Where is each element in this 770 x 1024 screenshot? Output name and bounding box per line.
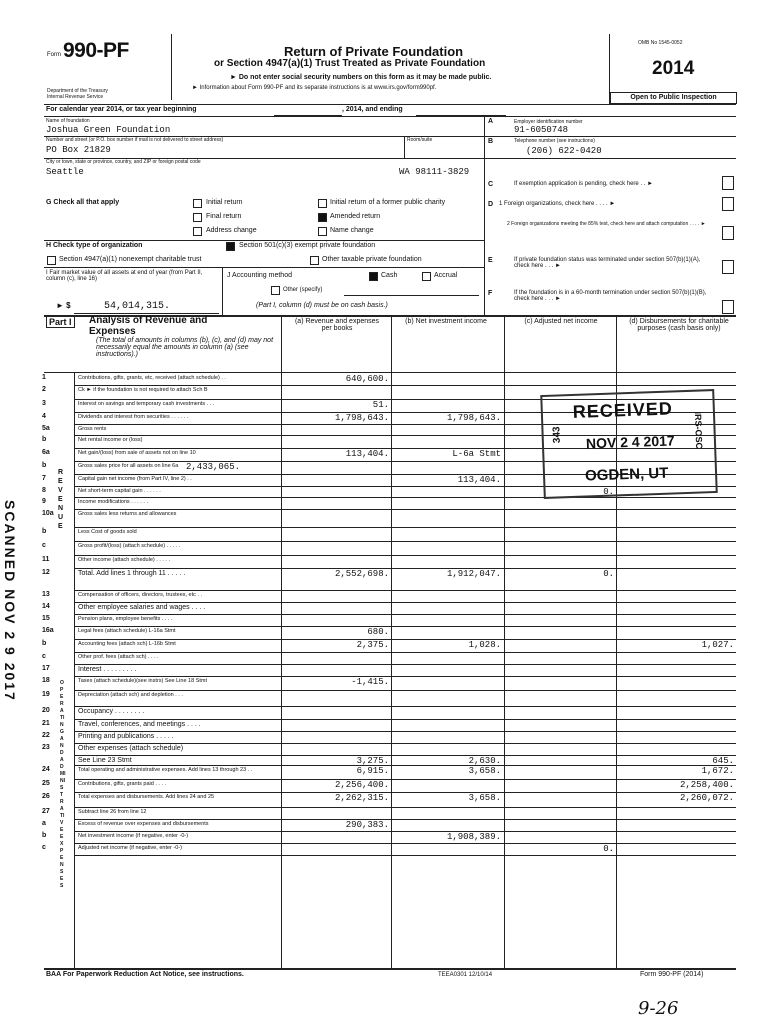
- part1-desc: (The total of amounts in columns (b), (c), and (d) may not necessarily equal the amounts in column (a) (see instructions).): [96, 337, 274, 358]
- stamp-received: RECEIVED: [572, 398, 674, 422]
- line-number: 23: [42, 744, 50, 751]
- col-a-value: 51.: [372, 400, 389, 410]
- line-number: 24: [42, 766, 50, 773]
- exemption-pending-label: If exemption application is pending, check here . . ►: [514, 181, 654, 187]
- footer-baa: BAA For Paperwork Reduction Act Notice, see instructions.: [46, 971, 244, 978]
- line-label: Net rental income or (loss): [78, 437, 143, 443]
- line-label: Gross sales price for all assets on line 6a: [78, 463, 179, 469]
- ein-label: Employer identification number: [514, 119, 583, 125]
- other-method-checkbox[interactable]: [271, 286, 280, 295]
- line-label: Dividends and interest from securities . . . . . .: [78, 414, 189, 420]
- ein-value: 91-6050748: [514, 125, 569, 135]
- line-number: b: [42, 436, 47, 443]
- line-label: Interest on savings and temporary cash investments . . .: [78, 401, 215, 407]
- line-number: 18: [42, 677, 50, 684]
- line-number: 15: [42, 615, 50, 622]
- line-number: b: [42, 528, 47, 535]
- col-b-value: L-6a Stmt: [452, 449, 501, 459]
- footer-form: Form 990-PF (2014): [640, 971, 704, 978]
- col-d-value: 645.: [712, 756, 734, 766]
- col-c-value: 0.: [603, 844, 614, 854]
- initial-return-checkbox[interactable]: [193, 199, 202, 208]
- col-b-header: (b) Net investment income: [405, 318, 487, 325]
- col-d-header: (d) Disbursements for charitable purposes (cash basis only): [629, 318, 729, 332]
- line-number: a: [42, 820, 46, 827]
- accounting-method-label: J Accounting method: [227, 272, 292, 279]
- line-label: Excess of revenue over expenses and disbursements: [78, 821, 209, 827]
- line-number: 27: [42, 808, 50, 815]
- fmv-label: I Fair market value of all assets at end of year (from Part II, column (c), line 16): [46, 270, 203, 282]
- line-number: 21: [42, 720, 50, 727]
- line-label: Other expenses (attach schedule): [78, 745, 184, 752]
- line-label: Net investment income (if negative, enter -0-): [78, 833, 189, 839]
- col-a-value: 6,915.: [356, 766, 389, 776]
- h-4947-checkbox[interactable]: [47, 256, 56, 265]
- dept-label: Department of the Treasury: [47, 88, 108, 94]
- footer-code: TEEA0301 12/10/14: [438, 972, 493, 978]
- line-label: Income modifications . . . . . .: [78, 499, 148, 505]
- cash-checkbox[interactable]: [369, 272, 378, 281]
- form-prefix: Form: [47, 52, 61, 58]
- line-number: b: [42, 640, 47, 647]
- foundation-name: Joshua Green Foundation: [46, 125, 171, 135]
- handwritten-note: 9-26: [638, 998, 679, 1019]
- omb-number: OMB No 1545-0052: [638, 40, 683, 46]
- foreign-org-label: 1 Foreign organizations, check here . . . . ►: [499, 201, 616, 207]
- line-label: Ck ► if the foundation is not required to attach Sch B: [78, 387, 208, 393]
- h-other-checkbox[interactable]: [310, 256, 319, 265]
- col-b-value: 3,658.: [468, 766, 501, 776]
- line-number: b: [42, 462, 47, 469]
- h-501c3-checkbox[interactable]: [226, 242, 235, 251]
- col-d-value: 1,672.: [701, 766, 734, 776]
- col-b-value: 1,908,389.: [446, 832, 501, 842]
- ssn-notice: ► Do not enter social security numbers on this form as it may be made public.: [230, 74, 492, 81]
- line-number: c: [42, 542, 46, 549]
- line-label: Capital gain net income (from Part IV, line 2) . .: [78, 476, 192, 482]
- termination-60-label: If the foundation is in a 60-month termination under section 507(b)(1)(B), check here . . . ►: [514, 290, 707, 302]
- col-d-value: 2,258,400.: [679, 780, 734, 790]
- city-label: City or town, state or province, country, and ZIP or foreign postal code: [46, 159, 201, 165]
- stamp-side-num: 343: [551, 426, 563, 444]
- col-c-header: (c) Adjusted net income: [524, 318, 598, 325]
- foreign-85-checkbox[interactable]: [722, 226, 734, 240]
- line-label: Subtract line 26 from line 12: [78, 809, 147, 815]
- line-number: 19: [42, 691, 50, 698]
- foreign-org-checkbox[interactable]: [722, 197, 734, 211]
- line-label: Gross rents: [78, 426, 107, 432]
- col-a-value: 680.: [367, 627, 389, 637]
- room-label: Room/suite: [407, 137, 433, 143]
- initial-former-checkbox[interactable]: [318, 199, 327, 208]
- line-label: Less Cost of goods sold: [78, 529, 137, 535]
- open-inspection: Open to Public Inspection: [610, 92, 737, 104]
- info-notice: ► Information about Form 990-PF and its separate instructions is at www.irs.gov/form990pf.: [192, 85, 437, 91]
- stamp-date: NOV 2 4 2017: [585, 432, 675, 452]
- col-a-header: (a) Revenue and expenses per books: [294, 318, 380, 332]
- line-number: 13: [42, 591, 50, 598]
- termination-60-checkbox[interactable]: [722, 300, 734, 314]
- state-zip: WA 98111-3829: [399, 167, 470, 177]
- line-label: Printing and publications . . . . .: [78, 733, 174, 740]
- line-number: 16a: [42, 627, 54, 634]
- part1-label: Part I: [46, 316, 75, 328]
- line-number: 26: [42, 793, 50, 800]
- line-label: Accounting fees (attach sch) L-16b Stmt: [78, 641, 176, 647]
- form-number: 990-PF: [63, 39, 129, 62]
- line-label: Total. Add lines 1 through 11 . . . . .: [78, 570, 186, 577]
- line-number: 12: [42, 569, 50, 576]
- col-c-value: 0.: [603, 569, 614, 579]
- line-number: 2: [42, 386, 46, 393]
- foundation-name-label: Name of foundation: [46, 118, 90, 124]
- line-label: Net gain/(loss) from sale of assets not on line 10: [78, 450, 196, 456]
- line-label: Gross sales less returns and allowances: [78, 511, 177, 517]
- row-divider: [74, 855, 736, 856]
- inline-value: 2,433,065.: [186, 462, 241, 472]
- col-b-value: 2,630.: [468, 756, 501, 766]
- col-b-value: 1,028.: [468, 640, 501, 650]
- col-a-value: -1,415.: [351, 677, 389, 687]
- col-a-value: 2,256,400.: [334, 780, 389, 790]
- accrual-checkbox[interactable]: [422, 272, 431, 281]
- h-label: H Check type of organization: [46, 242, 143, 249]
- col-a-value: 113,404.: [345, 449, 389, 459]
- col-b-value: 1,798,643.: [446, 413, 501, 423]
- revenue-side-label: REVENUE: [58, 469, 64, 530]
- fmv-value: 54,014,315.: [104, 301, 171, 312]
- form-title: Return of Private Foundation: [284, 44, 464, 59]
- scanned-stamp: SCANNED NOV 2 9 2017: [2, 500, 18, 702]
- irs-label: Internal Revenue Service: [47, 94, 104, 100]
- line-number: c: [42, 844, 46, 851]
- line-number: 25: [42, 780, 50, 787]
- received-stamp: [540, 389, 718, 499]
- line-number: 1: [42, 374, 46, 381]
- line-number: 3: [42, 400, 46, 407]
- line-number: 4: [42, 413, 46, 420]
- col-a-value: 2,552,698.: [334, 569, 389, 579]
- col-a-value: 1,798,643.: [334, 413, 389, 423]
- line-label: Interest . . . . . . . . .: [78, 666, 137, 673]
- expense-side-label: OPERATING AND ADMINISTRATIVE EXPENSES: [60, 680, 66, 889]
- line-number: c: [42, 653, 46, 660]
- line-label: Contributions, gifts, grants, etc, received (attach schedule) . .: [78, 375, 226, 381]
- line-label: Depreciation (attach sch) and depletion . . .: [78, 692, 183, 698]
- line-number: 10a: [42, 510, 54, 517]
- line-label: Contributions, gifts, grants paid . . . .: [78, 781, 167, 787]
- line-label: Adjusted net income (if negative, enter -0-): [78, 845, 182, 851]
- line-number: 9: [42, 498, 46, 505]
- line-label: Net short-term capital gain . . . . . .: [78, 488, 161, 494]
- line-label: Total operating and administrative expenses. Add lines 13 through 23 . .: [78, 767, 253, 773]
- line-label: Other employee salaries and wages . . . .: [78, 604, 206, 611]
- line-label: Taxes (attach schedule)(see instrs) See Line 18 Stmt: [78, 678, 208, 684]
- col-c-value: 0.: [603, 487, 614, 497]
- foreign-85-label: 2 Foreign organizations meeting the 85% test, check here and attach computation . . . . ►: [507, 221, 706, 227]
- line-number: 6a: [42, 449, 50, 456]
- col-a-value: 3,275.: [356, 756, 389, 766]
- terminated-label: If private foundation status was terminated under section 507(b)(1)(A), check here . . . ►: [514, 257, 701, 269]
- line-number: 8: [42, 487, 46, 494]
- line-label: Other prof. fees (attach sch) . . . .: [78, 654, 159, 660]
- line-number: 22: [42, 732, 50, 739]
- final-return-checkbox[interactable]: [193, 213, 202, 222]
- stamp-city: OGDEN, UT: [584, 464, 669, 485]
- col-a-value: 2,262,315.: [334, 793, 389, 803]
- col-b-value: 3,658.: [468, 793, 501, 803]
- form-subtitle: or Section 4947(a)(1) Trust Treated as Private Foundation: [214, 58, 486, 69]
- org-info: Name of foundation Joshua Green Foundation Number and street (or P.O. box number if mail is not delivered to street address) Room/suite PO Box 21829 City or town, state or province, country, and ZIP or foreign postal code Seattle WA 98111-3829 A Employer identification number 91-6050748 B Telephone number (see instructions) (206) 622-0420 C If exemption application is pending, check here . . ► G Check all that apply Initial return Initial return of a former public charity Final return Amended return Address change Name change D 1 Foreign organizations, check here . . . . ► 2 Foreign organizations meeting the 85% test, check here and attach computation . . . . ► H Check type of organization Section 501(c)(3) exempt private foundation Section 4947(a)(1) nonexempt charitable trust Other taxable private foundation E If private foundation status was terminated under section 507(b)(1)(A), check here . . . ► I Fair market value of all assets at end of year (from Part II, column (c), line 16) ► $ 54,014,315. J Accounting method Cash Accrual Other (specify) (Part I, column (d) must be on cash basis.) F If the foundation is in a 60-month termination under section 507(b)(1)(B), check here . . . ►: [44, 117, 736, 315]
- line-label: Total expenses and disbursements. Add lines 24 and 25: [78, 794, 215, 800]
- col-b-value: 1,912,047.: [446, 569, 501, 579]
- col-a-value: 290,383.: [345, 820, 389, 830]
- line-number: 20: [42, 707, 50, 714]
- line-number: 11: [42, 556, 50, 563]
- line-number: 7: [42, 475, 46, 482]
- amended-return-checkbox[interactable]: [318, 213, 327, 222]
- and-ending-label: , 2014, and ending: [342, 106, 403, 113]
- g-label: G Check all that apply: [46, 199, 120, 206]
- line-label: Other income (attach schedule) . . . . .: [78, 557, 171, 563]
- name-change-checkbox[interactable]: [318, 227, 327, 236]
- line-number: 5a: [42, 425, 50, 432]
- street-label: Number and street (or P.O. box number if mail is not delivered to street address): [46, 137, 224, 143]
- col-a-value: 640,600.: [345, 374, 389, 384]
- cash-basis-note: (Part I, column (d) must be on cash basis.): [256, 302, 388, 309]
- col-d-value: 1,027.: [701, 640, 734, 650]
- line-number: 14: [42, 603, 50, 610]
- phone-value: (206) 622-0420: [526, 146, 602, 156]
- phone-label: Telephone number (see instructions): [514, 138, 595, 144]
- line-label: Occupancy . . . . . . . .: [78, 708, 145, 715]
- col-a-value: 2,375.: [356, 640, 389, 650]
- line-number: b: [42, 832, 47, 839]
- line-label: Gross profit/(loss) (attach schedule) . . . . .: [78, 543, 181, 549]
- line-label: Compensation of officers, directors, trustees, etc . .: [78, 592, 203, 598]
- line-number: 17: [42, 665, 50, 672]
- part1-header: [44, 316, 736, 372]
- tax-year: 2014: [652, 58, 695, 79]
- terminated-checkbox[interactable]: [722, 260, 734, 274]
- col-d-value: 2,260,072.: [679, 793, 734, 803]
- line-label: See Line 23 Stmt: [78, 757, 132, 764]
- line-label: Travel, conferences, and meetings . . . .: [78, 721, 201, 728]
- part1-title: Analysis of Revenue and Expenses: [89, 315, 208, 337]
- street-address: PO Box 21829: [46, 145, 111, 155]
- line-label: Legal fees (attach schedule) L-16a Stmt: [78, 628, 176, 634]
- line-label: Pension plans, employee benefits . . . .: [78, 616, 173, 622]
- stamp-side-code: IRS-OSC: [692, 411, 705, 450]
- address-change-checkbox[interactable]: [193, 227, 202, 236]
- calendar-year-label: For calendar year 2014, or tax year beginning: [46, 106, 197, 113]
- city: Seattle: [46, 167, 84, 177]
- exemption-pending-checkbox[interactable]: [722, 176, 734, 190]
- col-b-value: 113,404.: [457, 475, 501, 485]
- form-header: [44, 34, 736, 117]
